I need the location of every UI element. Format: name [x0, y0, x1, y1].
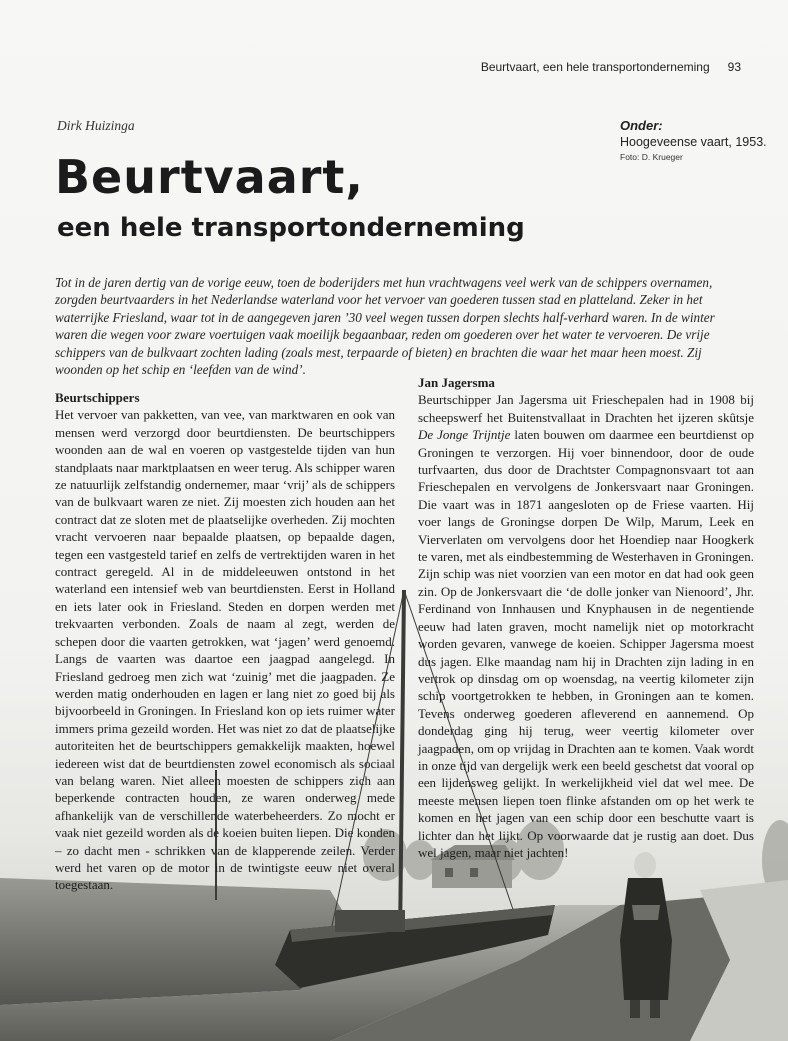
running-title: Beurtvaart, een hele transportonderneming	[480, 60, 710, 74]
left-column	[55, 389, 395, 894]
left-column-body: Het vervoer van pakketten, van vee, van marktwaren en ook van mensen werd verzorgd door beurtdiensten. De beurtschippers woonden aan de wal en voeren op vastgestelde tijden van hun standplaats naar marktplaatsen en weer terug. Als schipper waren ze natuurlijk zelfstandig ondernemer, maar ‘vrij’ als de schippers van de bulkvaart waren ze niet. Zij moesten zich houden aan het contract dat ze sloten met de plaatselijke overheden. Zij mochten vracht vervoeren naar bepaalde plaatsen, op bepaalde dagen, tegen een vastgesteld tarief en zelfs de vertrektijden waren in het contract geregeld. Al in de middeleeuwen ontstond in het waterland een intensief web van beurtdiensten. Eerst in Holland en iets later ook in Friesland. Steden en dorpen werden met trekvaarten verbonden. Zoals de naam al zegt, werden de schepen door die vaarten getrokken, wat ‘jagen’ werd genoemd. Langs de vaarten was daartoe een jaagpad aangelegd. In Friesland gedroeg men zich wat ‘zuinig’ met die jaagpaden. Ze werden matig onderhouden en lagen er lang niet zo goed bij als bijvoorbeeld in Groningen. In Friesland kon op iets ruimer water immers prima gezeild worden. Het was niet zo dat de plaatselijke autoriteiten het de beurtschippers gemakkelijk maakten, hoewel iedereen wist dat de beurtdiensten zowel economisch als sociaal van belang waren. Niet alleen moesten de schippers zich aan beperkende contracten houden, ze waren onderweg mede afhankelijk van de verschillende waterbeheerders. Zo mocht er vaak niet gezeild worden als de koeien buiten liepen. Die konden – zo dacht men - schrikken van de klapperende zeilen. Verder werd het varen op de motor in de twintigste eeuw niet overal toegestaan.	[55, 407, 395, 893]
article-subtitle: een hele transportonderneming	[57, 213, 525, 243]
section-heading-jan-jagersma: Jan Jagersma	[418, 375, 495, 390]
article-intro: Tot in de jaren dertig van de vorige eeuw, toen de boderijders met hun vrachtwagens veel werk van de schippers overnamen, zorgden beurtvaarders in het Nederlandse waterland voor het vervoer van goederen tussen stad en platteland. Zeker in het waterrijke Friesland, waar tot in de aangegeven jaren ’30 veel wegen tussen dorpen slechts half-verhard waren. In de winter waren die wegen voor zware voertuigen vaak moeilijk begaanbaar, reden om goederen over het water te vervoeren. De vrije schippers van de bulkvaart zochten lading (zoals mest, terpaarde of bieten) en brachten die waar het maar heen moest. Zij woonden op het schip en ‘leefden van de wind’.	[55, 275, 715, 378]
article-title: Beurtvaart,	[55, 150, 364, 204]
photo-caption	[620, 118, 780, 162]
author-name: Dirk Huizinga	[57, 118, 135, 133]
caption-credit: Foto: D. Krueger	[620, 152, 683, 162]
ship-name: De Jonge Trijntje	[418, 427, 511, 443]
right-column	[418, 374, 754, 861]
page-number: 93	[727, 60, 741, 74]
caption-text: Hoogeveense vaart, 1953.	[620, 135, 767, 149]
section-heading-beurtschippers: Beurtschippers	[55, 390, 140, 405]
right-body-part2: laten bouwen om daarmee een beurtdienst op Groningen te verzorgen. Hij voer binnendoor, door de oude turfvaarten, dus door de Drachtster Compagnonsvaart tot aan Frieschepalen en vervolgens de Jonkersvaart naar Groningen. Die vaart was in 1871 aangesloten op de Friese vaarten. Hij voer langs de Groningse dorpen De Wilp, Marum, Leek en Vierverlaten om vervolgens door het Hoendiep naar Hoogkerk te varen, met als eindbestemming de Westerhaven in Groningen. Zijn schip was niet voorzien van een motor en dat had ook geen zin. Op de Jonkersvaart die ‘de dolle jonker van Nienoord’, Jhr. Ferdinand von Innhausen und Knyphausen in de negentiende eeuw had laten graven, mocht namelijk niet op motorkracht worden gevaren, vanwege de koeien. Schipper Jagersma moest dus jagen. Elke maandag nam hij in Drachten zijn lading in en vertrok op dinsdag om op woensdag, na veertig kilometer zijn schip voortgetrokken te hebben, in Groningen aan te komen. Tevens onderweg goederen afleverend en aannemend. Op donderdag ging hij terug, weer veertig kilometer over jaagpaden, om op vrijdag in Drachten aan te komen. Vaak wordt in onze tijd van dergelijk werk een beeld geschetst dat vooral op een lijdensweg gelijkt. In werkelijkheid viel dat wel mee. De meeste mensen liepen toen flinke afstanden om op het werk te komen en het jagen van een schip door een beschutte vaart is lichter dan het lijkt. Op voorwaarde dat je rustig aan doet. Dus wel jagen, maar niet jachten!	[418, 427, 755, 860]
right-column-body	[418, 391, 754, 861]
right-body-part1: Beurtschipper Jan Jagersma uit Frieschepalen had in 1908 bij scheepswerf het Buitenstvallaat in Drachten het ijzeren skûtsje	[418, 392, 754, 425]
caption-label: Onder:	[620, 118, 663, 133]
running-header	[481, 60, 741, 74]
